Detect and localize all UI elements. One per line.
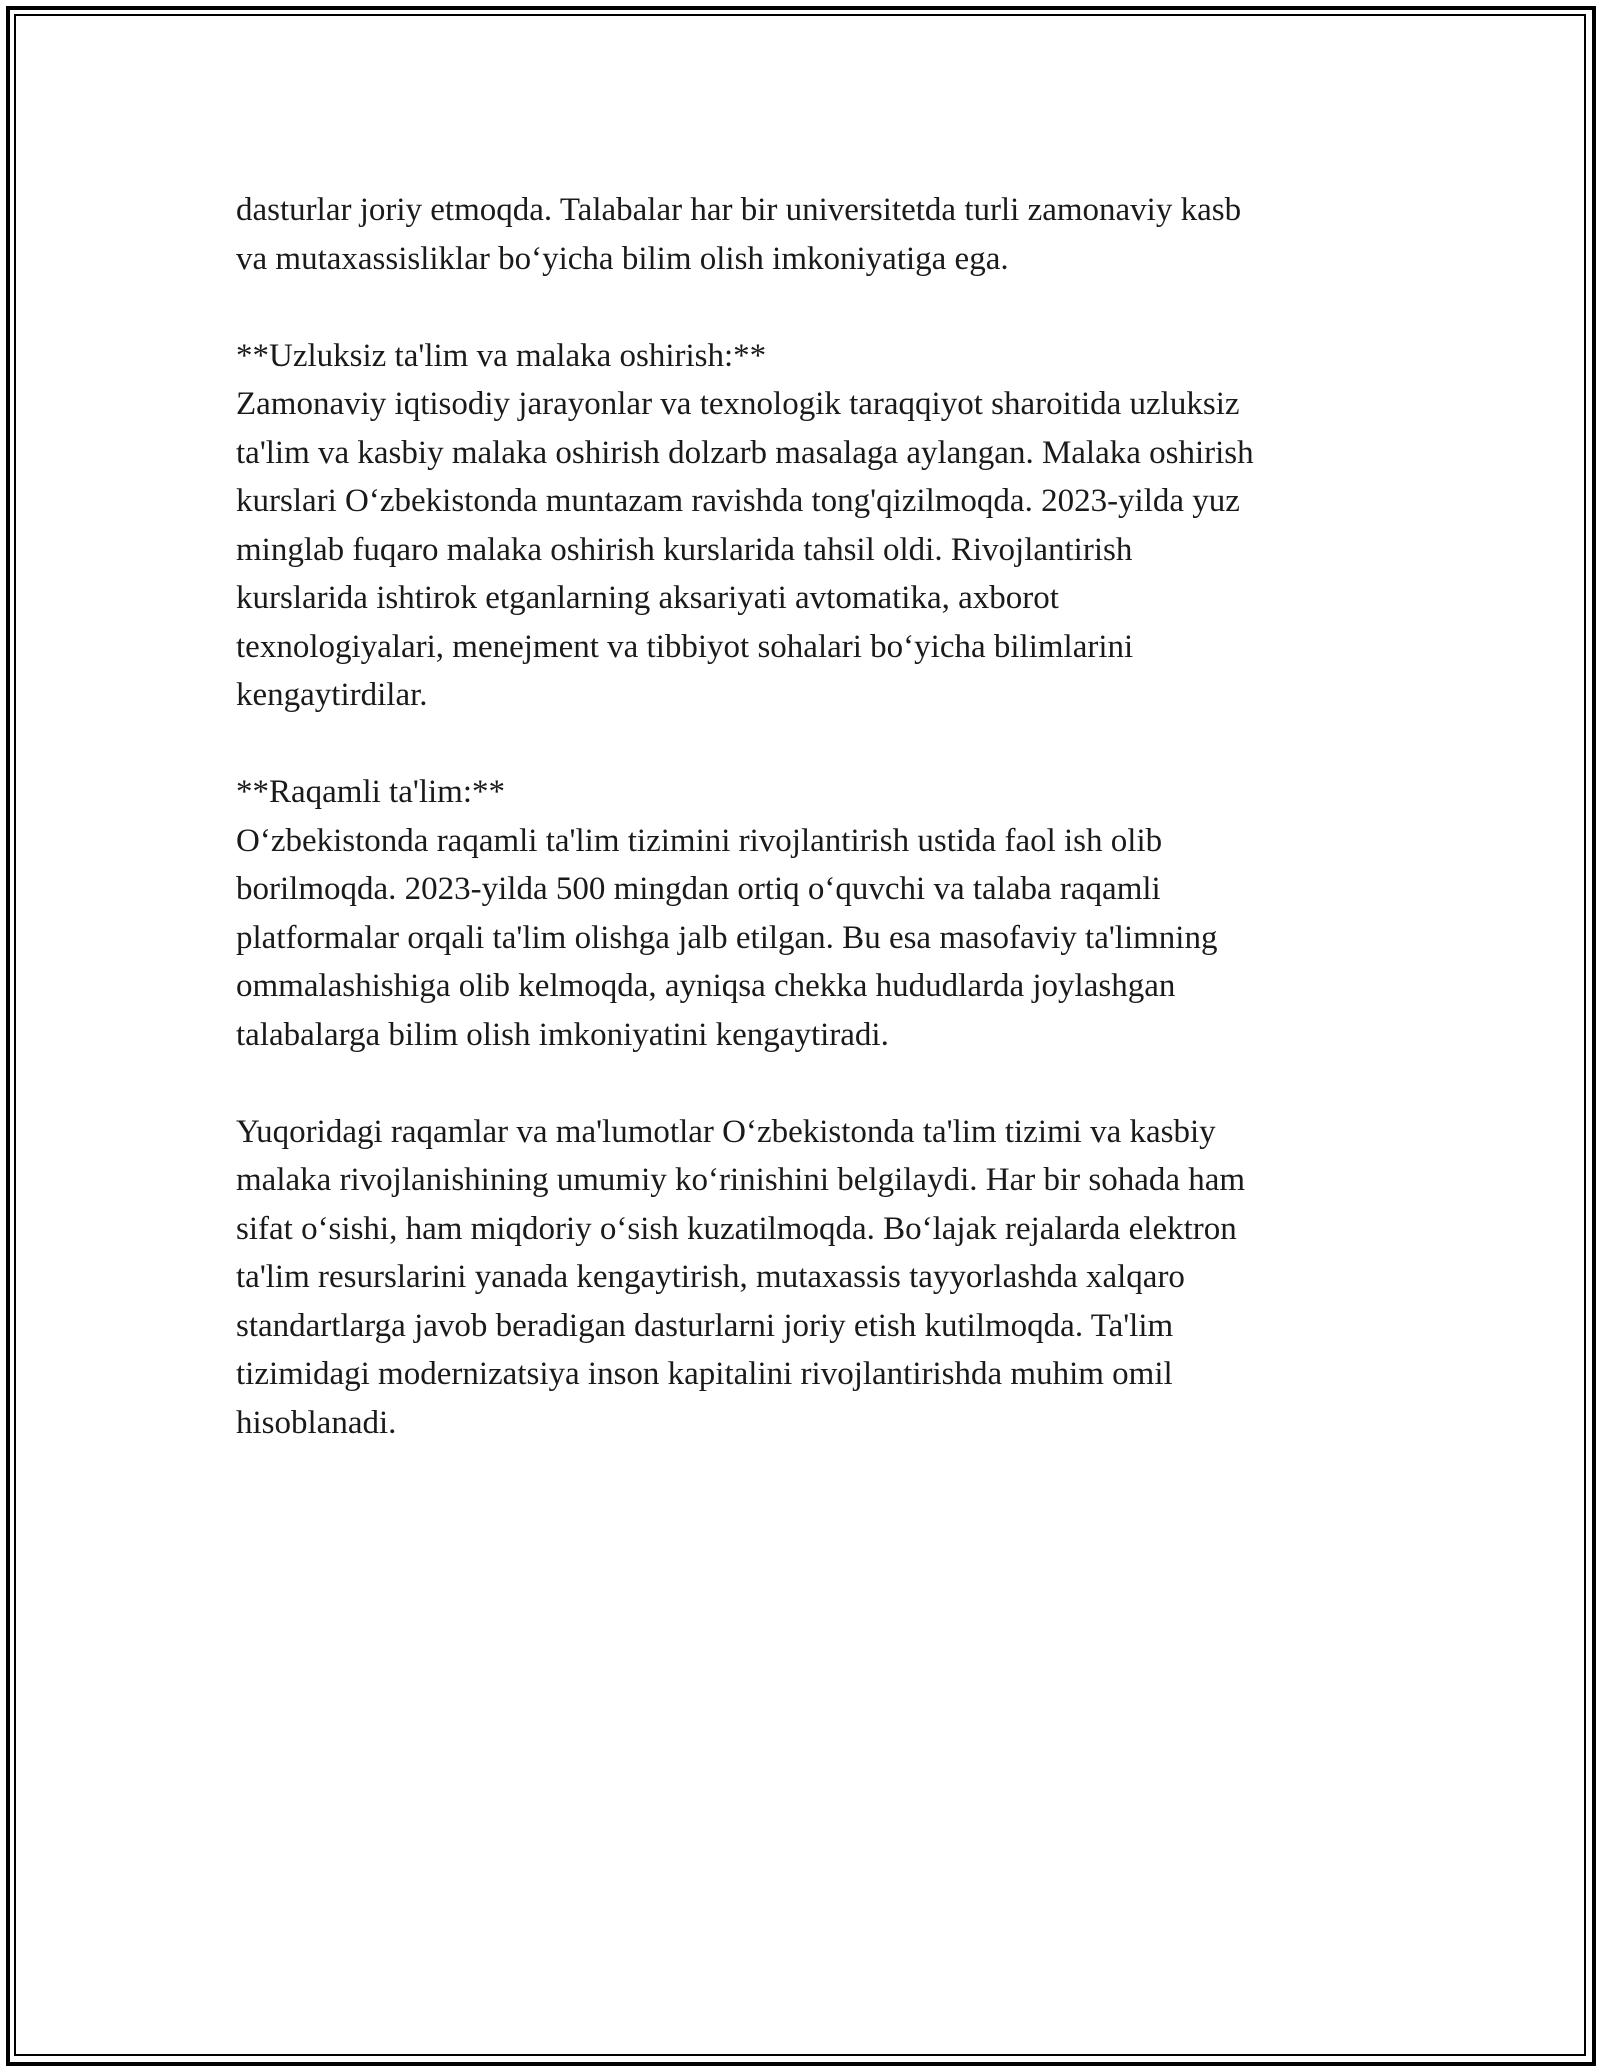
text-line: Yuqoridagi raqamlar va ma'lumotlar O‘zbekistonda ta'lim tizimi va kasbiy	[236, 1113, 1216, 1150]
section-heading: **Uzluksiz ta'lim va malaka oshirish:**	[236, 337, 767, 374]
text-line: borilmoqda. 2023-yilda 500 mingdan ortiq o‘quvchi va talaba raqamli	[236, 871, 1161, 907]
text-line: dasturlar joriy etmoqda. Talabalar har bir universitetda turli zamonaviy kasb	[236, 192, 1242, 228]
text-line: malaka rivojlanishining umumiy ko‘rinishini belgilaydi. Har bir sohada ham	[236, 1162, 1246, 1198]
text-line: va mutaxassisliklar bo‘yicha bilim olish imkoniyatiga ega.	[236, 240, 1009, 277]
text-line: talabalarga bilim olish imkoniyatini kengaytiradi.	[236, 1016, 889, 1053]
text-line: ta'lim resurslarini yanada kengaytirish, mutaxassis tayyorlashda xalqaro	[236, 1259, 1185, 1295]
text-line: standartlarga javob beradigan dasturlarni joriy etish kutilmoqda. Ta'lim	[236, 1307, 1174, 1344]
text-line: platformalar orqali ta'lim olishga jalb etilgan. Bu esa masofaviy ta'limning	[236, 919, 1218, 956]
paragraph-digital-education	[236, 768, 1376, 1059]
text-line: Zamonaviy iqtisodiy jarayonlar va texnologik taraqqiyot sharoitida uzluksiz	[236, 386, 1240, 422]
text-line: ommalashishiga olib kelmoqda, ayniqsa chekka hududlarda joylashgan	[236, 968, 1176, 1004]
section-heading: **Raqamli ta'lim:**	[236, 774, 505, 810]
text-line: hisoblanadi.	[236, 1404, 397, 1441]
text-line: kurslarida ishtirok etganlarning aksariyati avtomatika, axborot	[236, 580, 1059, 616]
text-line: minglab fuqaro malaka oshirish kurslarida tahsil oldi. Rivojlantirish	[236, 531, 1133, 568]
text-line: kengaytirdilar.	[236, 677, 428, 713]
text-line: ta'lim va kasbiy malaka oshirish dolzarb masalaga aylangan. Malaka oshirish	[236, 434, 1254, 471]
text-line: texnologiyalari, menejment va tibbiyot sohalari bo‘yicha bilimlarini	[236, 628, 1134, 665]
paragraph-continuous-education	[236, 332, 1376, 720]
text-line: tizimidagi modernizatsiya inson kapitalini rivojlantirishda muhim omil	[236, 1356, 1173, 1392]
text-line: sifat o‘sishi, ham miqdoriy o‘sish kuzatilmoqda. Bo‘lajak rejalarda elektron	[236, 1210, 1237, 1247]
text-line: O‘zbekistonda raqamli ta'lim tizimini rivojlantirish ustida faol ish olib	[236, 822, 1163, 859]
document-body	[236, 186, 1376, 1447]
text-line: kurslari O‘zbekistonda muntazam ravishda tong'qizilmoqda. 2023-yilda yuz	[236, 483, 1240, 519]
paragraph-programs-continuation	[236, 186, 1376, 283]
paragraph-conclusion	[236, 1108, 1376, 1448]
